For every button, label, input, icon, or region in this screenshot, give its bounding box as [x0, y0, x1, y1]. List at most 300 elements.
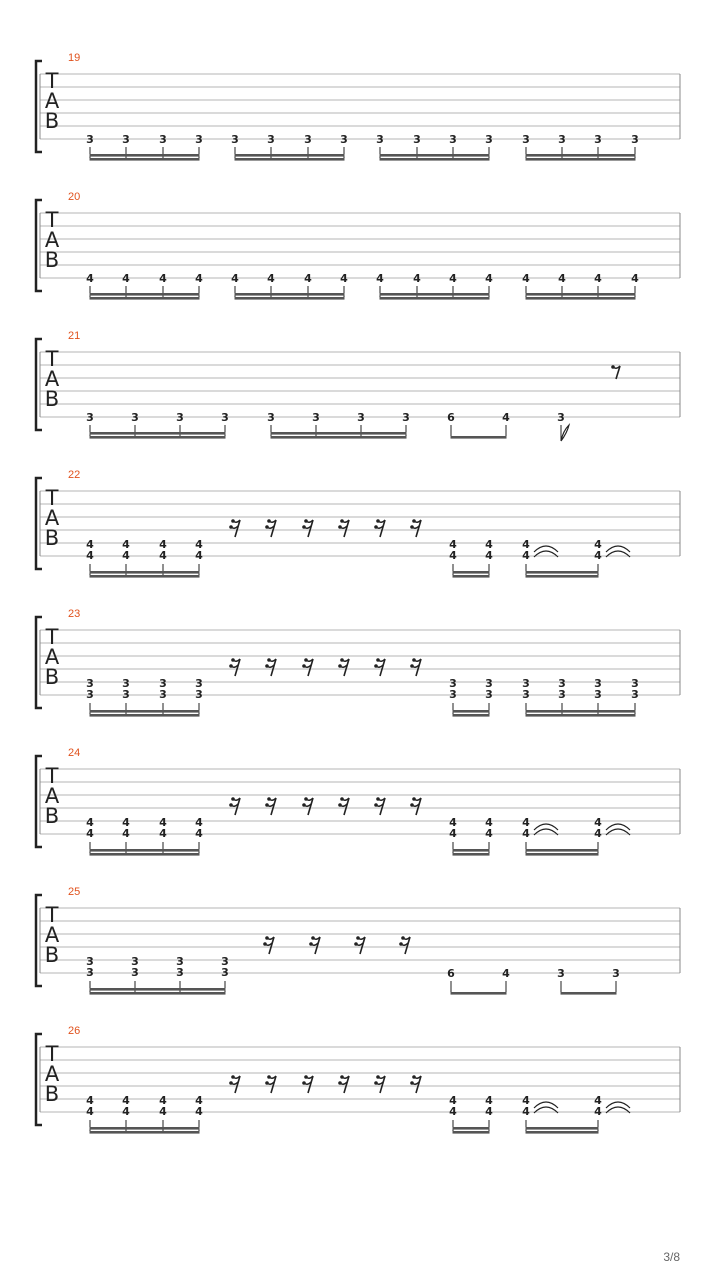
tab-clef-letter: B [44, 526, 60, 550]
fret-number: 3 [176, 955, 184, 968]
fret-number: 3 [86, 688, 94, 701]
fret-number: 4 [267, 272, 275, 285]
note-group [449, 1094, 493, 1134]
note-group [86, 677, 203, 717]
fret-number: 4 [159, 1094, 167, 1107]
beam [90, 436, 226, 439]
rest-dot [231, 797, 235, 801]
sixteenth-rest [399, 936, 410, 954]
sixteenth-rest [265, 1075, 276, 1093]
rest-dot [340, 1075, 344, 1079]
fret-number: 3 [558, 133, 566, 146]
beam [90, 710, 200, 713]
rest-dot [304, 797, 308, 801]
beam [90, 571, 200, 574]
tab-clef-letter: A [44, 1062, 60, 1086]
fret-number: 4 [304, 272, 312, 285]
fret-number: 4 [159, 549, 167, 562]
tab-system [36, 469, 680, 578]
sixteenth-rest [374, 1075, 385, 1093]
tab-clef-letter: T [45, 764, 59, 788]
measure-number: 25 [68, 886, 81, 898]
beam [453, 1131, 490, 1134]
tab-system [36, 52, 680, 161]
rest-dot [374, 803, 378, 807]
fret-number: 3 [612, 967, 620, 980]
tab-clef-letter: T [45, 208, 59, 232]
fret-number: 4 [195, 1105, 203, 1118]
fret-number: 4 [195, 816, 203, 829]
sixteenth-rest [229, 519, 240, 537]
sixteenth-rest [265, 519, 276, 537]
fret-number: 4 [413, 272, 421, 285]
beam [90, 297, 200, 300]
rest-dot [267, 797, 271, 801]
rest-dot [229, 1081, 233, 1085]
fret-number: 3 [122, 677, 130, 690]
sixteenth-rest [302, 1075, 313, 1093]
beam [90, 293, 200, 296]
rest-dot [410, 1081, 414, 1085]
beam [90, 849, 200, 852]
tab-clef-letter: B [44, 248, 60, 272]
rest-dot [410, 525, 414, 529]
note-group [86, 538, 203, 578]
beam [526, 849, 599, 852]
sixteenth-rest [410, 797, 421, 815]
beam [561, 992, 617, 995]
fret-number: 4 [522, 1105, 530, 1118]
system-bracket [36, 61, 42, 152]
rest-dot [267, 519, 271, 523]
rest-dot [338, 803, 342, 807]
fret-number: 4 [159, 272, 167, 285]
system-bracket [36, 200, 42, 291]
fret-number: 4 [86, 1105, 94, 1118]
beam [526, 571, 599, 574]
fret-number: 4 [122, 272, 130, 285]
fret-number: 3 [522, 688, 530, 701]
fret-number: 6 [447, 967, 455, 980]
rest-dot [410, 803, 414, 807]
note-group [86, 955, 229, 995]
beam [90, 154, 200, 157]
system-bracket [36, 895, 42, 986]
beam [451, 992, 507, 995]
sixteenth-rest [338, 658, 349, 676]
beam [526, 1127, 599, 1130]
tab-clef-letter: A [44, 228, 60, 252]
sixteenth-rest [374, 658, 385, 676]
fret-number: 3 [594, 688, 602, 701]
fret-number: 3 [357, 411, 365, 424]
fret-number: 4 [449, 816, 457, 829]
rest-dot [265, 803, 269, 807]
fret-number: 3 [558, 688, 566, 701]
note-group [449, 538, 493, 578]
sixteenth-rest [265, 658, 276, 676]
tab-clef-letter: T [45, 1042, 59, 1066]
note-group [522, 133, 639, 161]
beam [90, 432, 226, 435]
fret-number: 3 [413, 133, 421, 146]
rest-dot [302, 525, 306, 529]
rest-dot [267, 658, 271, 662]
rest-dot [304, 1075, 308, 1079]
fret-number: 4 [122, 816, 130, 829]
note-group [376, 133, 493, 161]
fret-number: 3 [86, 133, 94, 146]
sixteenth-rest [302, 658, 313, 676]
rest-dot [265, 936, 269, 940]
rest-dot [356, 936, 360, 940]
beam [90, 992, 226, 995]
beam [453, 849, 490, 852]
fret-number: 4 [522, 549, 530, 562]
beam [453, 714, 490, 717]
page-number: 3/8 [663, 1250, 680, 1264]
beam [90, 575, 200, 578]
sixteenth-rest [338, 519, 349, 537]
rest-dot [302, 664, 306, 668]
tab-clef-letter: A [44, 89, 60, 113]
note-group [86, 272, 203, 300]
fret-number: 4 [449, 272, 457, 285]
beam [380, 293, 490, 296]
note-group [267, 411, 410, 439]
fret-number: 4 [485, 827, 493, 840]
eighth-rest [611, 365, 620, 379]
beam [90, 714, 200, 717]
fret-number: 3 [485, 133, 493, 146]
fret-number: 3 [122, 688, 130, 701]
rest-dot [611, 365, 615, 369]
note-group [449, 816, 493, 856]
fret-number: 4 [86, 549, 94, 562]
fret-number: 4 [485, 1105, 493, 1118]
fret-number: 3 [159, 688, 167, 701]
fret-number: 4 [502, 411, 510, 424]
rest-dot [340, 797, 344, 801]
note-group [557, 411, 569, 441]
measure-number: 26 [68, 1025, 81, 1037]
note-flag [561, 425, 569, 441]
beam [380, 297, 490, 300]
measure-number: 24 [68, 747, 81, 759]
beam [526, 297, 636, 300]
fret-number: 4 [122, 1105, 130, 1118]
rest-dot [412, 658, 416, 662]
rest-dot [231, 1075, 235, 1079]
beam [526, 714, 636, 717]
fret-number: 4 [159, 1105, 167, 1118]
rest-dot [338, 664, 342, 668]
fret-number: 3 [594, 133, 602, 146]
beam [380, 154, 490, 157]
measure-number: 19 [68, 52, 81, 64]
sixteenth-rest [338, 797, 349, 815]
beam [453, 853, 490, 856]
fret-number: 4 [86, 827, 94, 840]
fret-number: 3 [159, 133, 167, 146]
rest-dot [374, 525, 378, 529]
rest-dot [376, 1075, 380, 1079]
fret-number: 4 [594, 1105, 602, 1118]
note-group [376, 272, 493, 300]
fret-number: 4 [86, 272, 94, 285]
fret-number: 3 [485, 677, 493, 690]
tab-clef-letter: B [44, 804, 60, 828]
fret-number: 4 [376, 272, 384, 285]
beam [526, 853, 599, 856]
fret-number: 4 [449, 538, 457, 551]
rest-dot [231, 519, 235, 523]
fret-number: 4 [522, 272, 530, 285]
fret-number: 4 [195, 549, 203, 562]
fret-number: 3 [221, 955, 229, 968]
rest-dot [304, 658, 308, 662]
rest-dot [265, 525, 269, 529]
fret-number: 3 [195, 677, 203, 690]
fret-number: 4 [122, 538, 130, 551]
sixteenth-rest [229, 797, 240, 815]
rest-dot [304, 519, 308, 523]
fret-number: 4 [122, 549, 130, 562]
fret-number: 3 [402, 411, 410, 424]
fret-number: 4 [449, 1105, 457, 1118]
fret-number: 3 [594, 677, 602, 690]
fret-number: 4 [594, 816, 602, 829]
fret-number: 3 [221, 411, 229, 424]
beam [526, 710, 636, 713]
fret-number: 4 [86, 538, 94, 551]
rest-dot [338, 525, 342, 529]
note-group [86, 133, 203, 161]
fret-number: 3 [449, 688, 457, 701]
note-group [86, 411, 229, 439]
fret-number: 3 [522, 133, 530, 146]
sixteenth-rest [263, 936, 274, 954]
fret-number: 4 [159, 827, 167, 840]
fret-number: 4 [449, 1094, 457, 1107]
sixteenth-rest [229, 658, 240, 676]
fret-number: 4 [502, 967, 510, 980]
rest-dot [265, 664, 269, 668]
measure-number: 21 [68, 330, 81, 342]
beam [90, 988, 226, 991]
fret-number: 4 [522, 816, 530, 829]
tab-system [36, 747, 680, 856]
fret-number: 3 [86, 411, 94, 424]
rest-dot [229, 525, 233, 529]
rest-dot [267, 1075, 271, 1079]
fret-number: 4 [485, 549, 493, 562]
system-bracket [36, 1034, 42, 1125]
fret-number: 4 [86, 816, 94, 829]
rest-dot [399, 942, 403, 946]
tab-clef-letter: B [44, 665, 60, 689]
tab-system [36, 886, 680, 995]
tab-clef-letter: A [44, 506, 60, 530]
fret-number: 3 [176, 966, 184, 979]
note-group [86, 816, 203, 856]
note-group [449, 677, 493, 717]
fret-number: 4 [195, 827, 203, 840]
beam [235, 297, 345, 300]
rest-dot [376, 519, 380, 523]
fret-number: 4 [340, 272, 348, 285]
beam [380, 158, 490, 161]
beam [453, 571, 490, 574]
fret-number: 4 [159, 538, 167, 551]
system-bracket [36, 478, 42, 569]
fret-number: 3 [176, 411, 184, 424]
sixteenth-rest [374, 519, 385, 537]
tab-clef-letter: A [44, 923, 60, 947]
fret-number: 3 [449, 133, 457, 146]
note-group [231, 272, 348, 300]
fret-number: 3 [312, 411, 320, 424]
fret-number: 3 [231, 133, 239, 146]
beam [526, 575, 599, 578]
beam [526, 293, 636, 296]
sixteenth-rest [302, 519, 313, 537]
beam [451, 436, 507, 439]
fret-number: 3 [522, 677, 530, 690]
fret-number: 4 [594, 1094, 602, 1107]
rest-dot [263, 942, 267, 946]
note-group [447, 967, 510, 995]
fret-number: 3 [86, 677, 94, 690]
fret-number: 4 [558, 272, 566, 285]
beam [90, 853, 200, 856]
fret-number: 3 [159, 677, 167, 690]
fret-number: 3 [122, 133, 130, 146]
beam [90, 158, 200, 161]
fret-number: 3 [558, 677, 566, 690]
fret-number: 3 [195, 133, 203, 146]
note-group [231, 133, 348, 161]
sixteenth-rest [229, 1075, 240, 1093]
fret-number: 4 [594, 827, 602, 840]
rest-dot [340, 658, 344, 662]
rest-dot [229, 803, 233, 807]
note-group [86, 1094, 203, 1134]
tab-system [36, 608, 680, 717]
tab-clef-letter: B [44, 1082, 60, 1106]
fret-number: 4 [522, 538, 530, 551]
tab-system [36, 191, 680, 300]
fret-number: 3 [631, 677, 639, 690]
rest-dot [229, 664, 233, 668]
fret-number: 3 [557, 411, 565, 424]
measure-number: 23 [68, 608, 81, 620]
note-group [522, 272, 639, 300]
fret-number: 3 [221, 966, 229, 979]
fret-number: 3 [131, 966, 139, 979]
fret-number: 4 [86, 1094, 94, 1107]
fret-number: 4 [195, 538, 203, 551]
fret-number: 3 [449, 677, 457, 690]
fret-number: 4 [195, 272, 203, 285]
fret-number: 4 [122, 827, 130, 840]
fret-number: 4 [594, 549, 602, 562]
rest-dot [376, 658, 380, 662]
fret-number: 3 [267, 411, 275, 424]
note-group [522, 1094, 630, 1134]
fret-number: 3 [340, 133, 348, 146]
fret-number: 4 [159, 816, 167, 829]
beam [453, 1127, 490, 1130]
system-bracket [36, 756, 42, 847]
rest-dot [374, 664, 378, 668]
rest-dot [354, 942, 358, 946]
fret-number: 3 [86, 966, 94, 979]
fret-number: 3 [485, 688, 493, 701]
beam [271, 436, 407, 439]
rest-dot [374, 1081, 378, 1085]
sixteenth-rest [410, 658, 421, 676]
tab-clef-letter: T [45, 69, 59, 93]
rest-dot [340, 519, 344, 523]
tab-system [36, 1025, 680, 1134]
fret-number: 3 [195, 688, 203, 701]
rest-dot [412, 797, 416, 801]
fret-number: 4 [485, 272, 493, 285]
beam [453, 710, 490, 713]
fret-number: 4 [449, 549, 457, 562]
fret-number: 4 [631, 272, 639, 285]
tab-clef-letter: A [44, 784, 60, 808]
tab-clef-letter: T [45, 486, 59, 510]
fret-number: 3 [631, 688, 639, 701]
fret-number: 4 [485, 538, 493, 551]
sixteenth-rest [374, 797, 385, 815]
beam [235, 293, 345, 296]
fret-number: 4 [449, 827, 457, 840]
fret-number: 4 [485, 816, 493, 829]
sixteenth-rest [410, 519, 421, 537]
fret-number: 4 [594, 538, 602, 551]
fret-number: 3 [86, 955, 94, 968]
tab-clef-letter: A [44, 367, 60, 391]
beam [526, 154, 636, 157]
tab-system [36, 330, 680, 441]
measure-number: 20 [68, 191, 81, 203]
beam [526, 1131, 599, 1134]
fret-number: 3 [131, 411, 139, 424]
sixteenth-rest [354, 936, 365, 954]
fret-number: 3 [267, 133, 275, 146]
beam [235, 154, 345, 157]
rest-dot [231, 658, 235, 662]
beam [271, 432, 407, 435]
note-group [447, 411, 510, 439]
fret-number: 4 [195, 1094, 203, 1107]
tab-clef-letter: A [44, 645, 60, 669]
beam [90, 1127, 200, 1130]
tab-clef-letter: T [45, 625, 59, 649]
note-group [522, 677, 639, 717]
system-bracket [36, 339, 42, 430]
rest-dot [309, 942, 313, 946]
fret-number: 3 [376, 133, 384, 146]
sixteenth-rest [410, 1075, 421, 1093]
tab-clef-letter: T [45, 347, 59, 371]
fret-number: 3 [131, 955, 139, 968]
rest-dot [338, 1081, 342, 1085]
rest-dot [311, 936, 315, 940]
